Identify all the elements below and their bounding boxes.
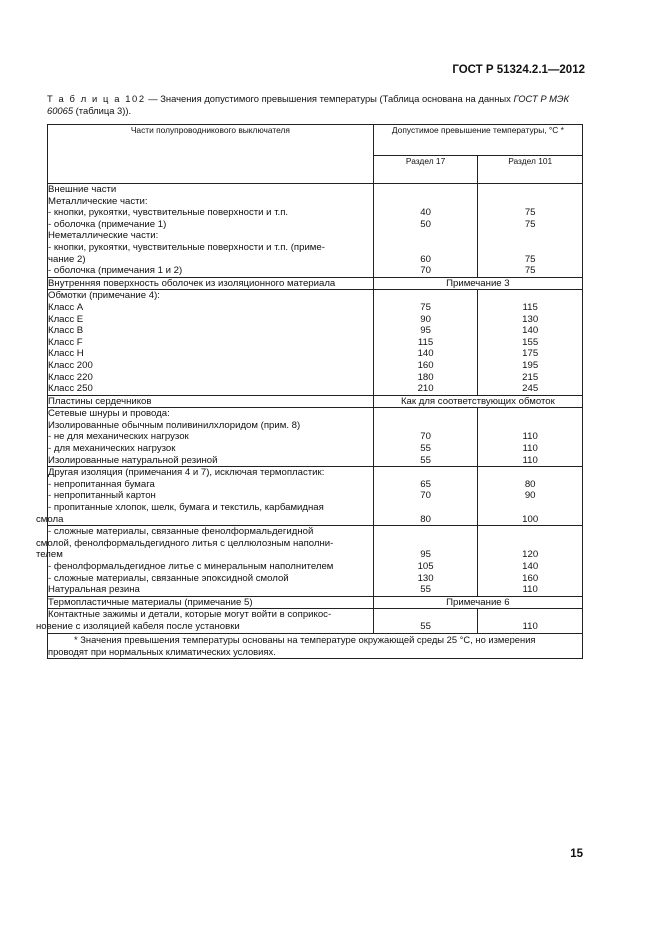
part-line: - непропитанная бумага [48, 478, 155, 490]
part-line: новение с изоляцией кабеля после установки [36, 620, 240, 632]
value-17: 95 [420, 325, 431, 337]
part-line: Класс В [48, 325, 84, 337]
section-101-cell [478, 467, 583, 526]
table-row [48, 395, 583, 408]
part-line: Другая изоляция (примечания 4 и 7), исключая термопластик: [48, 467, 325, 479]
value-17: 210 [417, 383, 434, 395]
value-17: 55 [420, 443, 431, 455]
header-section-101: Раздел 101 [478, 156, 583, 184]
section-101-cell [478, 408, 583, 467]
value-101 [478, 467, 582, 479]
part-cell [36, 467, 374, 526]
part-line: смола [36, 513, 64, 525]
part-line: Металлические части: [48, 195, 148, 207]
caption-text: — Значения допустимого превышения температуры (Таблица основана на данных [145, 93, 514, 104]
part-line: - сложные материалы, связанные фенолформальдегидной [48, 526, 314, 538]
value-17: 70 [420, 490, 431, 502]
part-line: - не для механических нагрузок [48, 431, 189, 443]
value-101: 75 [524, 265, 536, 277]
part-line: - кнопки, рукоятки, чувствительные поверхности и т.п. [48, 207, 289, 219]
section-101-cell [478, 290, 583, 395]
table-row [48, 290, 583, 395]
value-17 [374, 467, 478, 479]
part-line: Внутренняя поверхность оболочек из изоляционного материала [48, 277, 336, 289]
part-cell [36, 526, 374, 597]
value-17: 105 [417, 561, 434, 572]
header-section-17: Раздел 17 [373, 156, 478, 184]
temperature-rise-table [36, 124, 583, 659]
value-17: 70 [420, 265, 431, 277]
value-101 [478, 290, 582, 302]
value-17: 130 [417, 572, 434, 584]
value-101 [478, 242, 582, 254]
part-line: - пропитанные хлопок, шелк, бумага и текстиль, карбамидная [48, 502, 324, 514]
part-line: Класс Н [48, 348, 84, 360]
value-17: 70 [420, 431, 431, 443]
part-line: - кнопки, рукоятки, чувствительные поверхности и т.п. (приме- [48, 241, 325, 253]
value-17: 55 [420, 620, 431, 632]
part-line: Натуральная резина [48, 584, 140, 596]
header-temperature-rise: Допустимое превышение температуры, °С * [373, 125, 582, 156]
section-17-cell [373, 609, 478, 633]
value-101 [478, 538, 582, 550]
table-row [48, 467, 583, 526]
value-101: 115 [522, 301, 538, 313]
value-17: 140 [417, 348, 434, 360]
section-17-cell [373, 408, 478, 467]
part-line: Пластины сердечников [48, 395, 152, 407]
value-101: 80 [524, 478, 536, 490]
value-101: 75 [524, 218, 536, 230]
part-line: Класс А [48, 301, 84, 313]
caption-reference: ГОСТ Р МЭК 60065 [47, 93, 570, 116]
part-cell [48, 184, 374, 278]
value-101: 155 [522, 336, 539, 348]
value-17 [374, 242, 478, 254]
value-101: 140 [522, 561, 539, 572]
value-17 [374, 184, 478, 196]
table-row [48, 609, 583, 633]
caption-tail: (таблица 3)). [73, 105, 132, 116]
value-17 [374, 609, 478, 621]
value-101: 120 [522, 549, 539, 561]
header-parts: Части полупроводникового выключателя [48, 125, 374, 184]
value-101 [478, 502, 582, 514]
merged-value-cell: Примечание 6 [373, 596, 582, 609]
section-101-cell [478, 609, 583, 633]
value-17: 160 [417, 359, 434, 371]
part-cell [48, 395, 374, 408]
value-17 [374, 290, 478, 302]
value-101 [478, 196, 582, 208]
table-row [48, 408, 583, 467]
value-101: 110 [522, 431, 538, 443]
part-cell [48, 290, 374, 395]
section-101-cell [478, 184, 583, 278]
value-17: 75 [420, 301, 431, 313]
value-101: 110 [522, 584, 538, 596]
part-line: Изолированные обычным поливинилхлоридом (прим. 8) [48, 419, 301, 431]
value-17 [374, 230, 478, 242]
value-17 [374, 408, 478, 420]
value-101 [478, 526, 582, 538]
value-101: 175 [522, 348, 539, 360]
section-17-cell [373, 184, 478, 278]
section-101-cell [478, 526, 583, 597]
footnote-line-1: * Значения превышения температуры основаны на температуре окружающей среды 25 °С, но измерения [74, 633, 536, 645]
part-line: - непропитанный картон [48, 490, 156, 502]
value-101: 130 [522, 313, 539, 325]
part-line: Термопластичные материалы (примечание 5) [48, 596, 253, 608]
value-17: 180 [417, 371, 434, 383]
value-101: 110 [522, 443, 538, 455]
table-row [48, 526, 583, 597]
value-101: 140 [522, 325, 539, 337]
part-line: чание 2) [48, 253, 86, 265]
table-footnote [48, 633, 583, 658]
value-101: 160 [522, 572, 539, 584]
part-line: смолой, фенолформальдегидного литья с целлюлозным наполни- [36, 537, 334, 549]
value-17: 95 [420, 549, 431, 561]
value-17: 65 [420, 478, 431, 490]
part-line: Класс Е [48, 313, 84, 325]
table-caption [47, 93, 587, 117]
value-17 [374, 420, 478, 432]
part-line: телем [36, 549, 63, 561]
value-101 [478, 609, 582, 621]
value-101 [478, 408, 582, 420]
part-line: Неметаллические части: [48, 230, 159, 242]
part-line: - сложные материалы, связанные эпоксидной смолой [48, 572, 289, 584]
part-line: - для механических нагрузок [48, 443, 176, 455]
value-17: 40 [420, 207, 431, 219]
value-17: 50 [420, 218, 431, 230]
table-row [48, 596, 583, 609]
value-101 [478, 184, 582, 196]
value-17 [374, 196, 478, 208]
part-line: Обмотки (примечание 4): [48, 290, 160, 302]
section-17-cell [373, 526, 478, 597]
part-line: Класс F [48, 336, 83, 348]
value-17 [374, 502, 478, 514]
value-101: 90 [524, 490, 536, 502]
value-17: 115 [417, 336, 434, 348]
value-17: 55 [420, 454, 431, 466]
part-cell [36, 609, 374, 633]
value-101: 245 [522, 383, 539, 395]
section-17-cell [373, 467, 478, 526]
value-101: 215 [522, 371, 539, 383]
merged-value-cell: Как для соответствующих обмоток [373, 395, 582, 408]
part-cell [48, 596, 374, 609]
part-line: - оболочка (примечание 1) [48, 218, 167, 230]
value-101: 195 [522, 359, 539, 371]
value-17: 55 [420, 584, 431, 596]
value-101 [478, 420, 582, 432]
value-101: 110 [522, 454, 538, 466]
page-number: 15 [570, 848, 583, 860]
part-line: Изолированные натуральной резиной [48, 454, 218, 466]
caption-label: Т а б л и ц а 102 [47, 93, 146, 104]
part-line: - фенолформальдегидное литье с минеральным наполнителем [48, 561, 334, 572]
table-row [48, 184, 583, 278]
part-line: - оболочка (примечания 1 и 2) [48, 265, 183, 277]
value-101 [478, 230, 582, 242]
part-line: Класс 250 [48, 383, 93, 395]
part-line: Класс 220 [48, 371, 93, 383]
part-line: Контактные зажимы и детали, которые могут войти в соприкос- [48, 609, 332, 621]
part-cell [48, 277, 374, 290]
table-row [48, 277, 583, 290]
part-line: Сетевые шнуры и провода: [48, 408, 170, 420]
value-17: 80 [420, 513, 431, 525]
part-line: Класс 200 [48, 359, 93, 371]
value-101: 75 [524, 253, 536, 265]
value-17: 60 [420, 253, 431, 265]
footnote-line-2: проводят при нормальных климатических условиях. [48, 645, 276, 657]
document-code: ГОСТ Р 51324.2.1—2012 [452, 64, 585, 76]
value-101: 75 [524, 207, 536, 219]
value-101: 110 [522, 620, 538, 632]
value-17 [374, 526, 478, 538]
part-line: Внешние части [48, 184, 117, 195]
value-101: 100 [522, 513, 539, 525]
value-17 [374, 538, 478, 550]
part-cell [48, 408, 374, 467]
merged-value-cell: Примечание 3 [373, 277, 582, 290]
value-17: 90 [420, 313, 431, 325]
section-17-cell [373, 290, 478, 395]
